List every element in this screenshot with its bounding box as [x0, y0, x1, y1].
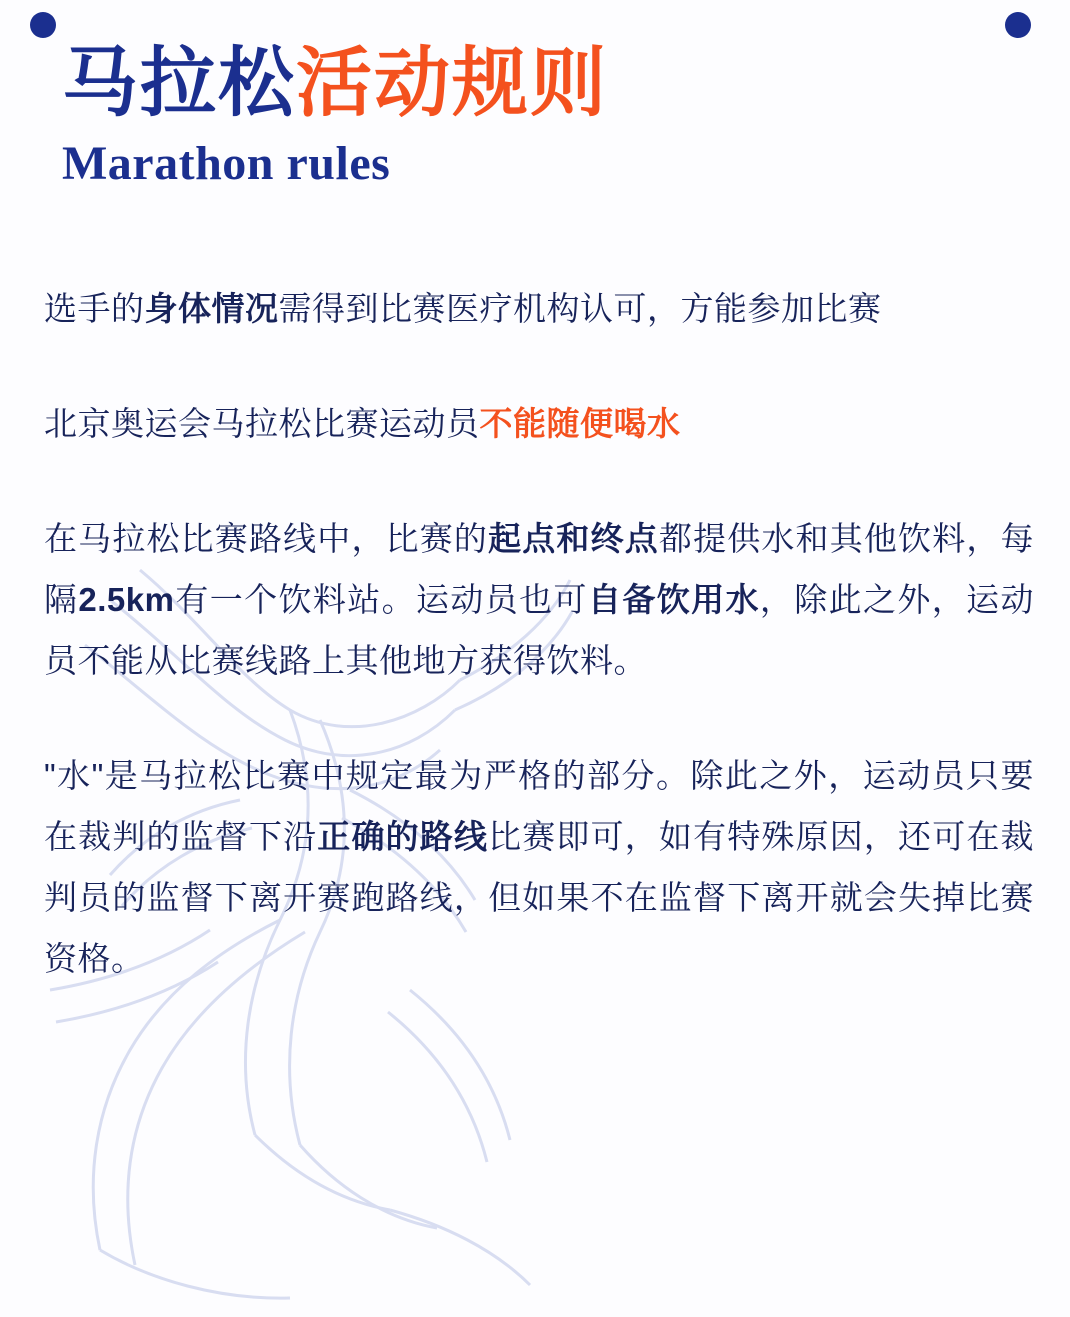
text-run: 身体情况 [144, 290, 279, 327]
text-run: 自备饮用水 [587, 581, 760, 619]
rule-paragraph-2 [44, 393, 1034, 454]
rule-paragraph-1 [44, 278, 1034, 339]
text-run: ，除此之外，运动员不能从比赛线路上其他地方获得饮料。 [44, 581, 1035, 680]
text-run: 不能随便喝水 [479, 405, 681, 443]
text-run: 北京奥运会马拉松比赛运动员 [44, 405, 480, 443]
rule-paragraph-4 [44, 745, 1034, 989]
dot-decoration-left [30, 12, 56, 38]
dot-decoration-right [1005, 12, 1031, 38]
text-run: 2.5km [78, 581, 175, 619]
text-run: 都提供水和其他饮料，每隔 [44, 520, 1035, 619]
title-chinese-orange: 活动规则 [296, 41, 608, 126]
rules-content [44, 278, 1034, 989]
text-run: "水"是马拉松比赛中规定最为严格的部分。除此之外，运动员只要在裁判的监督下沿 [44, 757, 1034, 856]
text-run: 需得到比赛医疗机构认可，方能参加比赛 [278, 290, 882, 327]
text-run: 在马拉松比赛路线中，比赛的 [44, 520, 489, 558]
title-chinese-blue: 马拉松 [62, 41, 296, 126]
text-run: 正确的路线 [317, 818, 489, 856]
title-english: Marathon rules [62, 137, 391, 190]
page-title [62, 41, 1002, 191]
text-run: 比赛即可，如有特殊原因，还可在裁判员的监督下离开赛跑路线，但如果不在监督下离开就会失掉比赛资格。 [44, 818, 1035, 978]
text-run: 选手的 [44, 290, 145, 327]
text-run: 有一个饮料站。运动员也可 [174, 581, 588, 619]
text-run: 起点和终点 [488, 520, 659, 558]
rule-paragraph-3 [44, 508, 1034, 691]
title-chinese [62, 41, 1002, 126]
